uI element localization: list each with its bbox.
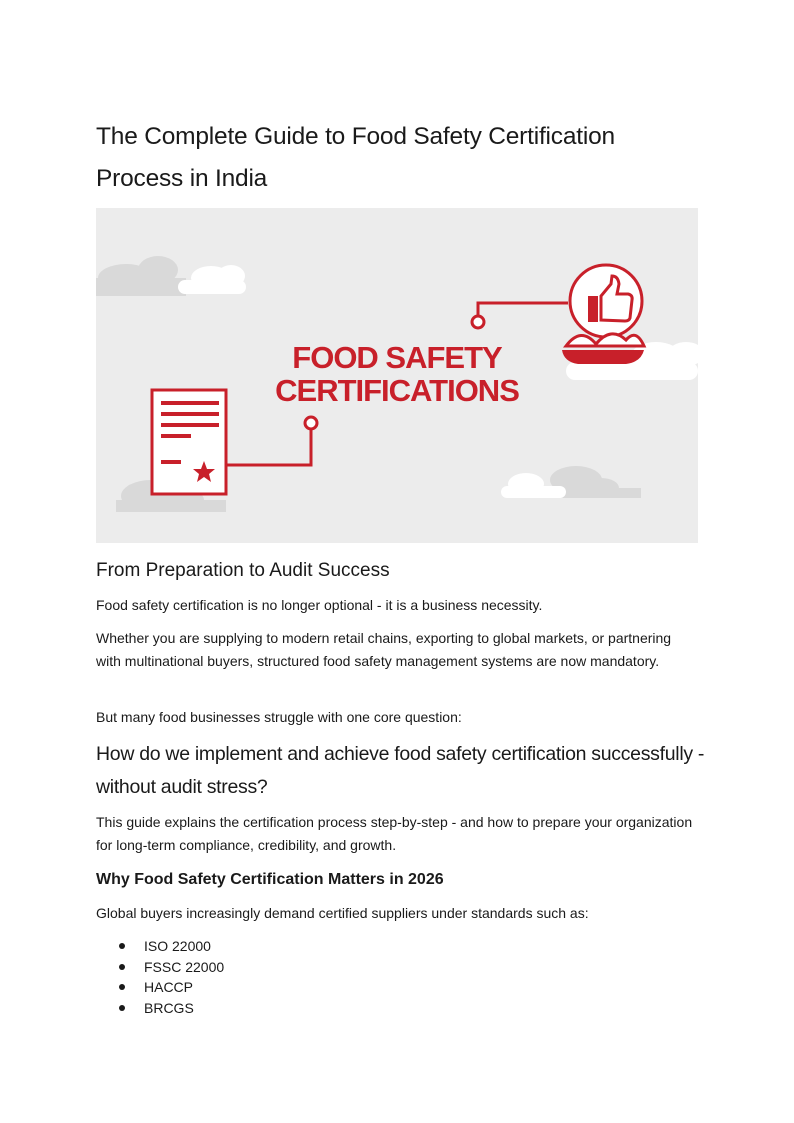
hero-banner (96, 208, 698, 543)
cloud-icon (178, 265, 246, 294)
hero-title-line1: FOOD SAFETY (292, 340, 502, 375)
question-heading: How do we implement and achieve food safety certification successfully - without audit stress? (96, 743, 705, 798)
list-item: HACCP (96, 977, 224, 998)
list-item: BRCGS (96, 998, 224, 1019)
why-heading: Why Food Safety Certification Matters in 2026 (96, 871, 444, 888)
paragraph: But many food businesses struggle with one core question: (96, 709, 462, 725)
hero-title-line2: CERTIFICATIONS (275, 373, 519, 408)
list-item: FSSC 22000 (96, 957, 224, 978)
list-item: ISO 22000 (96, 936, 224, 957)
section-heading: From Preparation to Audit Success (96, 560, 390, 581)
cloud-icon (96, 256, 186, 296)
paragraph: Food safety certification is no longer optional - it is a business necessity. (96, 597, 543, 613)
certificate-icon (152, 390, 226, 494)
standards-list (96, 936, 224, 1018)
hero-illustration (96, 208, 698, 543)
page-title: The Complete Guide to Food Safety Certification Process in India (96, 123, 615, 192)
thumbs-up-icon (562, 265, 644, 364)
paragraph: Whether you are supplying to modern retail chains, exporting to global markets, or partnering with multinational buyers, structured food safety management systems are now mandatory. (96, 630, 672, 669)
paragraph: Global buyers increasingly demand certified suppliers under standards such as: (96, 905, 589, 921)
paragraph: This guide explains the certification process step-by-step - and how to prepare your organization for long-term compliance, credibility, and growth. (96, 814, 693, 853)
